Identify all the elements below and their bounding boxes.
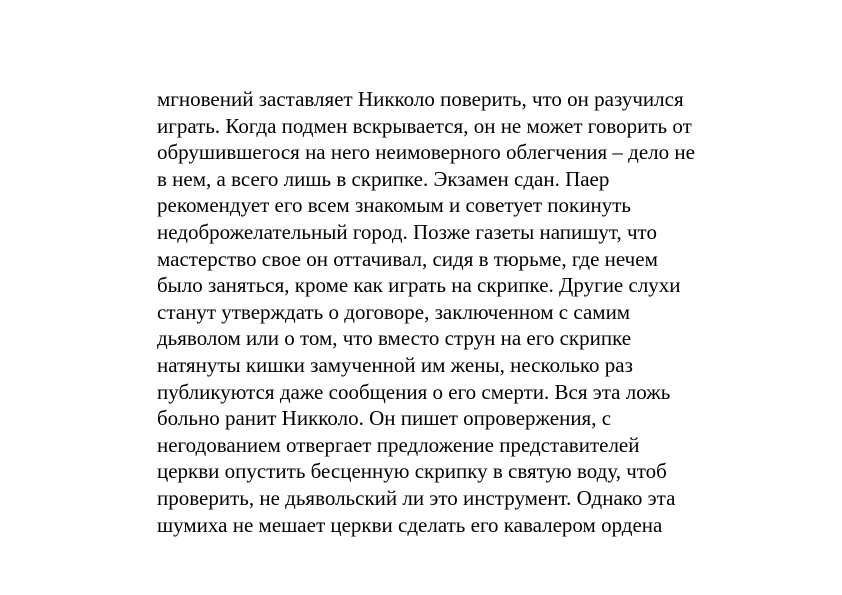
text-line: станут утверждать о договоре, заключенном с самим	[157, 299, 631, 324]
text-line: проверить, не дьявольский ли это инструмент. Однако эта	[157, 485, 676, 510]
text-line: натянуты кишки замученной им жены, несколько раз	[157, 352, 633, 377]
text-line: дьяволом или о том, что вместо струн на его скрипке	[157, 326, 632, 351]
body-paragraph	[157, 86, 777, 538]
text-line: шумиха не мешает церкви сделать его кавалером ордена	[157, 512, 663, 537]
text-line: играть. Когда подмен вскрывается, он не может говорить от	[157, 113, 692, 138]
text-line: публикуются даже сообщения о его смерти. Вся эта ложь	[157, 379, 671, 404]
text-line: обрушившегося на него неимоверного облегчения – дело не	[157, 140, 695, 165]
text-line: рекомендует его всем знакомым и советует покинуть	[157, 193, 631, 218]
text-line: мгновений заставляет Никколо поверить, что он разучился	[157, 87, 684, 111]
text-line: негодованием отвергает предложение представителей	[157, 432, 640, 457]
text-line: было заняться, кроме как играть на скрипке. Другие слухи	[157, 273, 681, 298]
text-line: недоброжелательный город. Позже газеты напишут, что	[157, 219, 657, 244]
text-line: больно ранит Никколо. Он пишет опровержения, с	[157, 406, 612, 431]
text-line: церкви опустить бесценную скрипку в святую воду, чтоб	[157, 459, 667, 484]
text-line: мастерство свое он оттачивал, сидя в тюрьме, где нечем	[157, 246, 658, 271]
text-line: в нем, а всего лишь в скрипке. Экзамен сдан. Паер	[157, 166, 610, 191]
